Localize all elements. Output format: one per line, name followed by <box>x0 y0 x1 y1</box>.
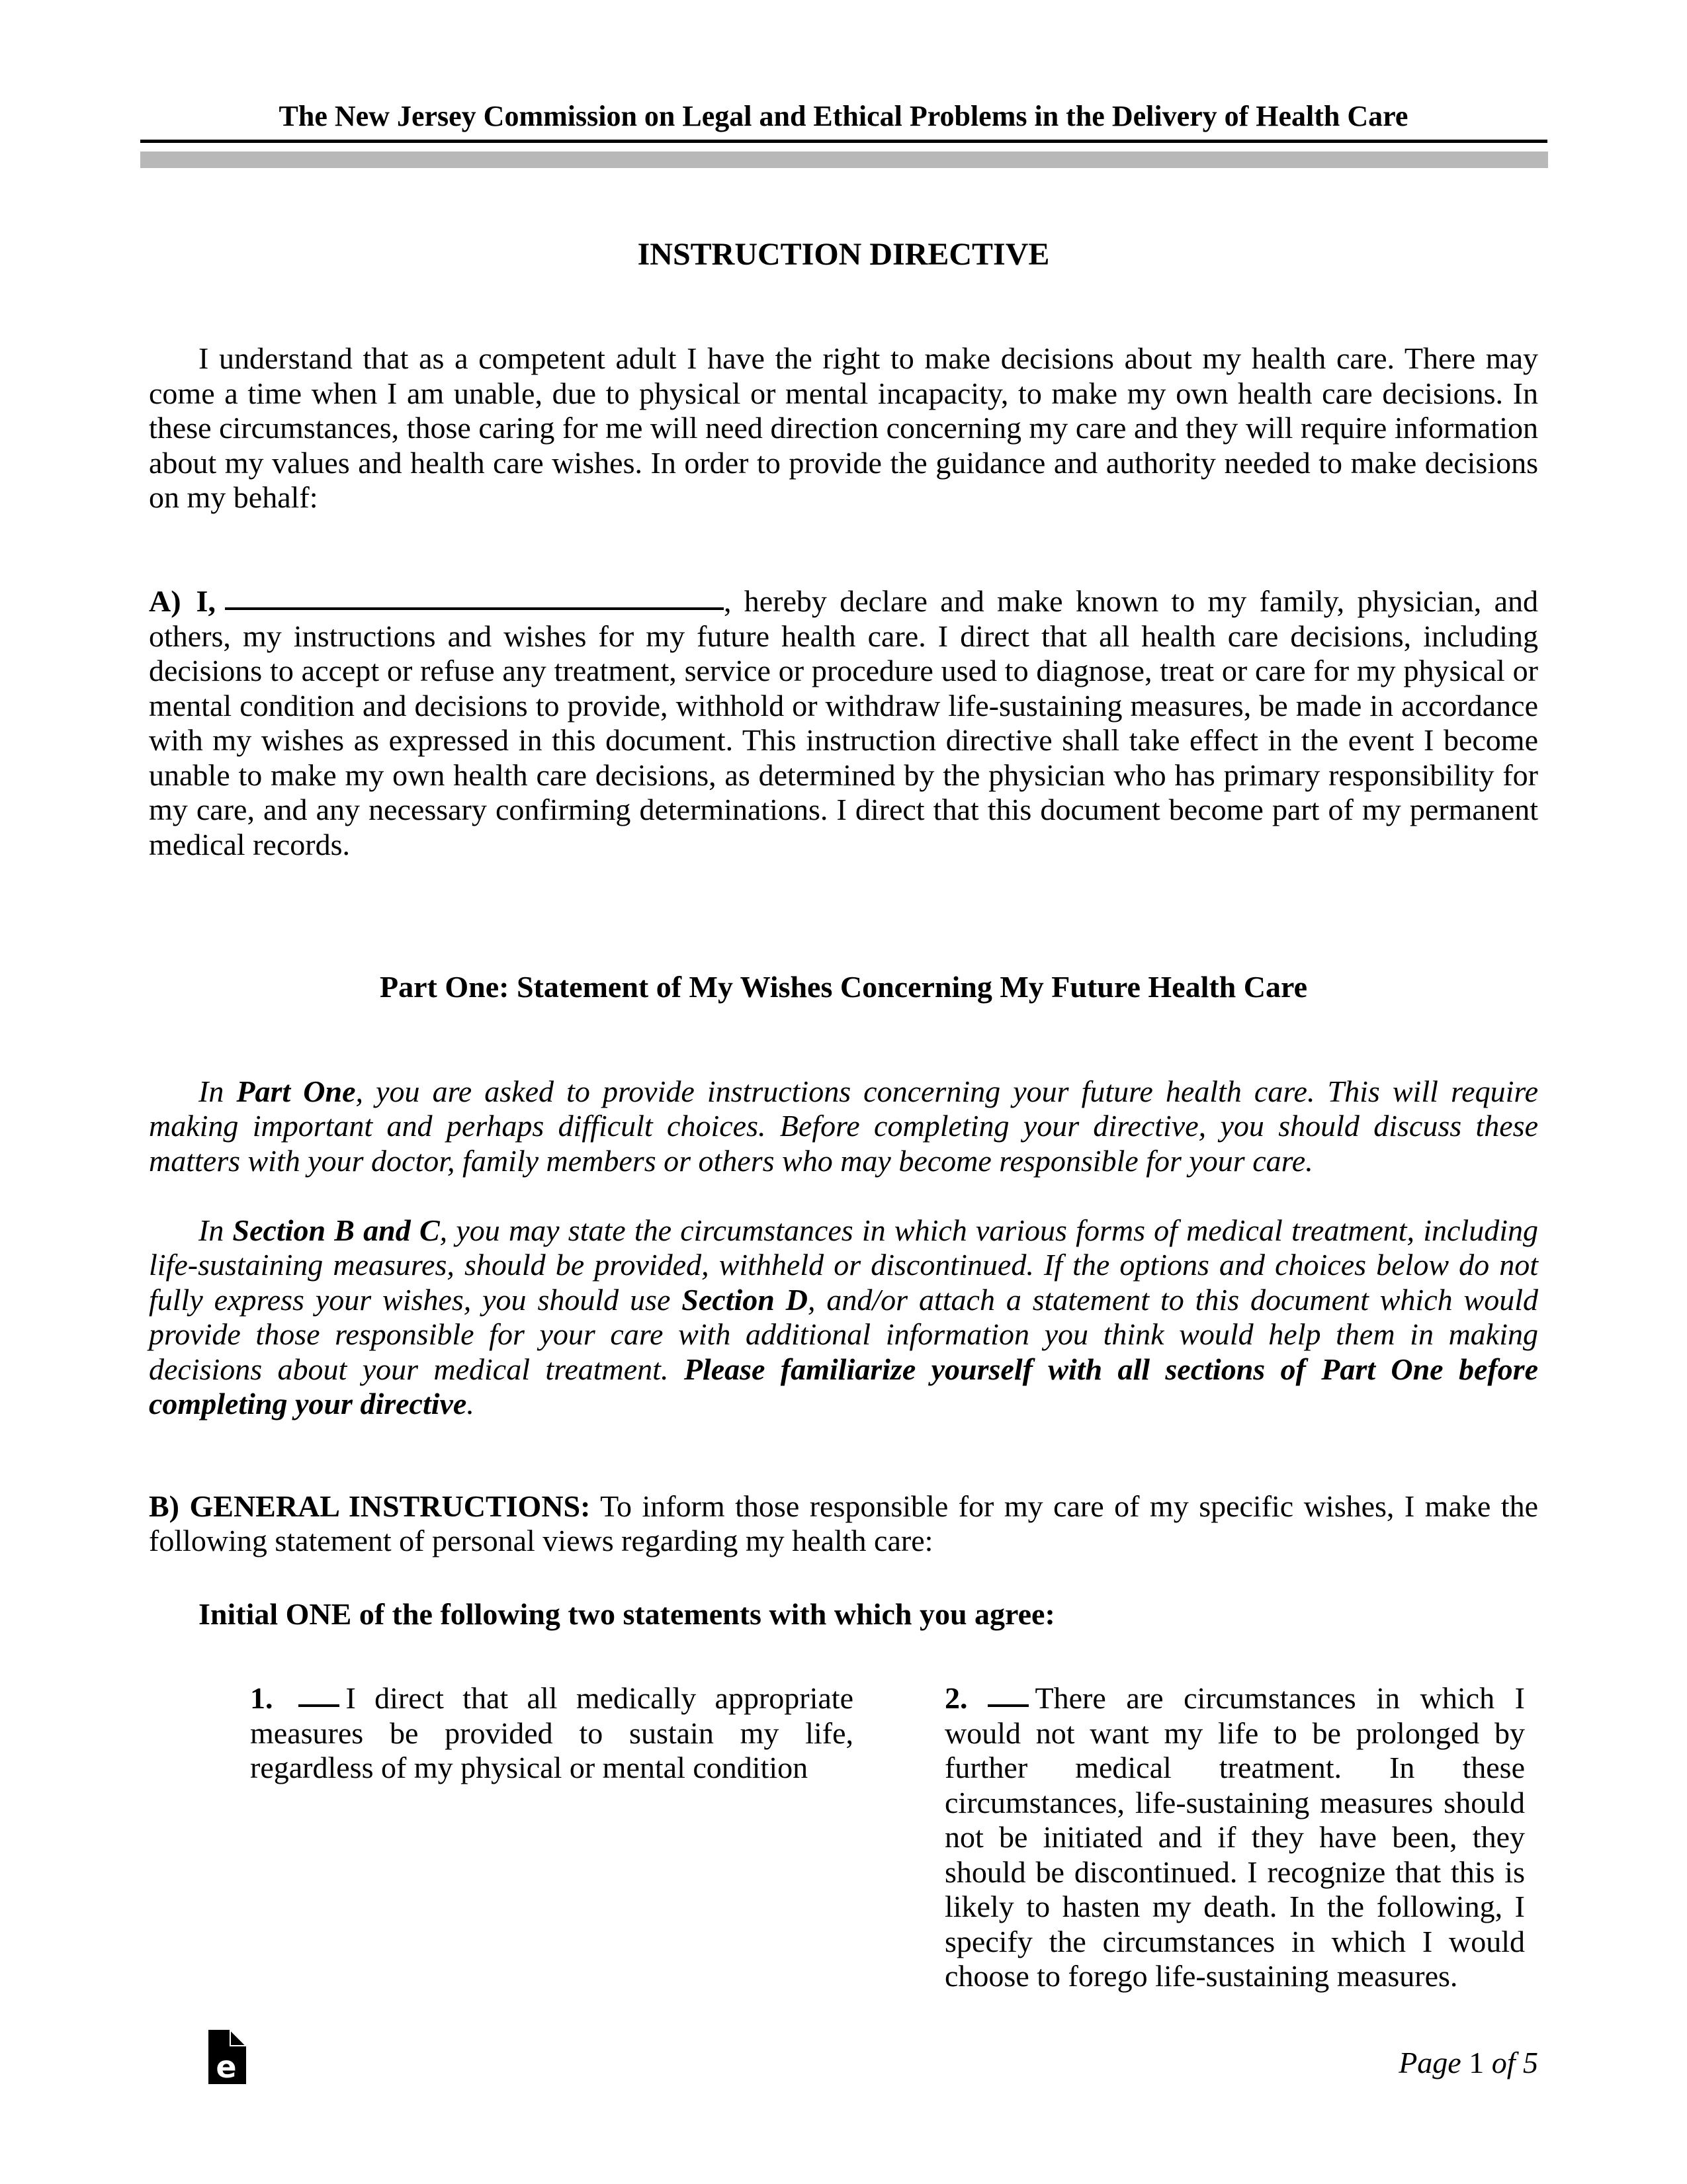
italic-line: matters with your doctor, family members or others who may become responsible for your care. <box>149 1144 1313 1178</box>
page-number: Page 1 of 5 <box>1399 2046 1538 2079</box>
section-b-line: following statement of personal views regarding my health care: <box>149 1524 933 1557</box>
header-rule <box>140 140 1547 143</box>
section-a-line: decisions to accept or refuse any treatment, service or procedure used to diagnose, treat or care for my physical or <box>149 654 1538 687</box>
option-2-line: likely to hasten my death. In the following, I <box>945 1890 1525 1923</box>
italic-line: making important and perhaps difficult choices. Before completing your directive, you should discuss these <box>149 1109 1538 1143</box>
svg-text:e: e <box>216 2049 237 2084</box>
option-2-line: should be discontinued. I recognize that this is <box>945 1855 1525 1889</box>
italic-line: decisions about your medical treatment. Please familiarize yourself with all sections of Part One before <box>149 1352 1539 1386</box>
section-d-emphasis: Section D <box>681 1283 808 1317</box>
option-2-line: would not want my life to be prolonged by <box>945 1716 1525 1750</box>
option-2-line: specify the circumstances in which I would <box>945 1925 1525 1958</box>
option-number: 1. <box>250 1681 273 1715</box>
document-e-logo-icon <box>208 2030 246 2084</box>
section-b-instruction: Initial ONE of the following two statements with which you agree: <box>198 1597 1055 1631</box>
section-b-label: B) GENERAL INSTRUCTIONS: <box>149 1489 591 1523</box>
intro-line: on my behalf: <box>149 480 318 514</box>
organization-header: The New Jersey Commission on Legal and Ethical Problems in the Delivery of Health Care <box>279 100 1408 132</box>
option-2-line: further medical treatment. In these <box>945 1751 1525 1784</box>
document-title: INSTRUCTION DIRECTIVE <box>637 237 1050 272</box>
declarant-name-field[interactable] <box>225 607 724 610</box>
italic-line: completing your directive. <box>149 1387 474 1420</box>
section-a-first-line <box>149 584 1538 619</box>
option-2-first-line: 2. There are circumstances in which I <box>945 1681 1525 1715</box>
option-2-line: choose to forego life-sustaining measures. <box>945 1959 1458 1993</box>
italic-line: provide those responsible for your care with additional information you think would help them in making <box>149 1317 1538 1351</box>
part-one-heading: Part One: Statement of My Wishes Concerning My Future Health Care <box>380 970 1307 1004</box>
option-number: 2. <box>945 1681 968 1715</box>
option-1-line: measures be provided to sustain my life, <box>250 1716 853 1750</box>
section-a-first-line-text: , hereby declare and make known to my family, physician, and <box>723 584 1538 618</box>
italic-line: fully express your wishes, you should use Section D, and/or attach a statement to this document which would <box>149 1283 1538 1317</box>
current-page: 1 <box>1469 2046 1485 2079</box>
section-a-line: with my wishes as expressed in this document. This instruction directive shall take effect in the event I become <box>149 723 1538 757</box>
italic-line: In Part One, you are asked to provide instructions concerning your future health care. This will require <box>198 1074 1538 1108</box>
section-a-line: my care, and any necessary confirming determinations. I direct that this document become part of my permanent <box>149 793 1538 826</box>
header-gray-bar <box>140 152 1548 168</box>
option-2-line: not be initiated and if they have been, they <box>945 1820 1525 1854</box>
option-1-first-line: 1. I direct that all medically appropriate <box>250 1681 853 1715</box>
option-2-line: circumstances, life-sustaining measures should <box>945 1786 1525 1819</box>
section-a-label: A) I, <box>149 584 216 618</box>
intro-line: come a time when I am unable, due to physical or mental incapacity, to make my own health care decisions. In <box>149 376 1538 410</box>
section-a-line: medical records. <box>149 828 350 861</box>
option-1-initials-field[interactable] <box>298 1704 339 1707</box>
option-1-line: regardless of my physical or mental condition <box>250 1751 808 1784</box>
part-one-emphasis: Part One <box>236 1074 356 1108</box>
section-a-line: unable to make my own health care decisions, as determined by the physician who has primary responsibility for <box>149 758 1538 792</box>
option-2-initials-field[interactable] <box>988 1704 1029 1707</box>
familiarize-emphasis: Please familiarize yourself with all sections of Part One before <box>683 1352 1539 1386</box>
total-pages: 5 <box>1523 2046 1538 2079</box>
intro-line: about my values and health care wishes. In order to provide the guidance and authority needed to make decisions <box>149 446 1538 480</box>
italic-line: life-sustaining measures, should be provided, withheld or discontinued. If the options and choices below do not <box>149 1248 1538 1282</box>
intro-line: these circumstances, those caring for me will need direction concerning my care and they will require information <box>149 411 1538 445</box>
section-a-line: others, my instructions and wishes for my future health care. I direct that all health care decisions, including <box>149 619 1538 653</box>
intro-line: I understand that as a competent adult I have the right to make decisions about my health care. There may <box>198 341 1538 375</box>
section-b-c-emphasis: Section B and C <box>232 1213 440 1247</box>
italic-line: In Section B and C, you may state the circumstances in which various forms of medical treatment, including <box>198 1213 1538 1247</box>
section-a-line: mental condition and decisions to provide, withhold or withdraw life-sustaining measures, be made in accordance <box>149 689 1538 722</box>
section-b-first-line: B) GENERAL INSTRUCTIONS: To inform those responsible for my care of my specific wishes, I make the <box>149 1489 1538 1523</box>
